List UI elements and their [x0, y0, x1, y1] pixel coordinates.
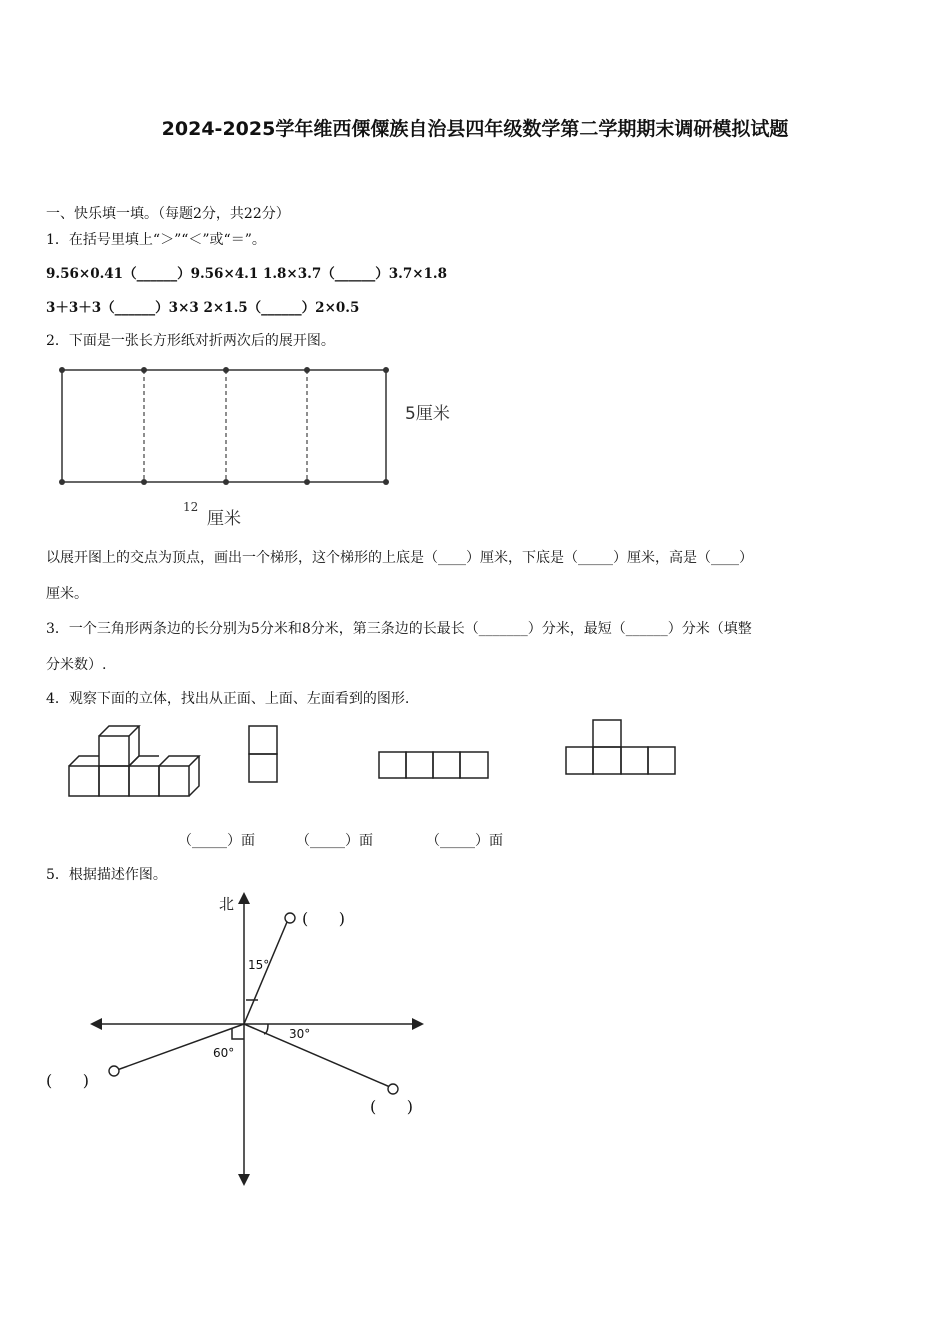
question-1-line-1: 9.56×0.41（______）9.56×4.1 1.8×3.7（______）3.7×1.8 — [46, 266, 448, 282]
view-blank-3: （_____）面 — [426, 833, 503, 849]
arc-30 — [264, 1024, 268, 1034]
view-blank-2: （_____）面 — [296, 833, 373, 849]
arrow-heads — [90, 892, 424, 1186]
arc-60 — [232, 1028, 244, 1039]
question-2-text-2: 厘米。 — [46, 586, 88, 602]
answer-blank-a: ( ) — [302, 909, 345, 928]
paper-rectangle — [62, 370, 386, 482]
question-2-prompt: 2．下面是一张长方形纸对折两次后的展开图。 — [46, 333, 335, 349]
question-3-text-2: 分米数）. — [46, 657, 107, 673]
question-2-text-1: 以展开图上的交点为顶点，画出一个梯形，这个梯形的上底是（____）厘米，下底是（_____）厘米，高是（____） — [46, 550, 753, 566]
view-b — [379, 752, 488, 778]
answer-blank-b: ( ) — [370, 1097, 413, 1116]
question-3-text-1: 3．一个三角形两条边的长分别为5分米和8分米，第三条边的长最长（_______）分米，最短（______）分米（填整 — [46, 621, 752, 637]
question-1-prompt: 1．在括号里填上“＞”“＜”或“＝”。 — [46, 232, 266, 248]
height-label: 5厘米 — [405, 404, 450, 424]
ray-30 — [244, 1024, 390, 1087]
cube-solid — [69, 726, 199, 796]
question-1-line-2: 3＋3＋3（______）3×3 2×1.5（______）2×0.5 — [46, 300, 360, 316]
intersection-points — [59, 367, 389, 485]
view-a — [249, 726, 277, 782]
page-title: 2024-2025学年维西傈僳族自治县四年级数学第二学期期末调研模拟试题 — [161, 118, 789, 140]
question-5-prompt: 5．根据描述作图。 — [46, 867, 167, 883]
angle-label-30: 30° — [289, 1027, 311, 1041]
section-heading: 一、快乐填一填。（每题2分，共22分） — [46, 206, 290, 222]
question-4-prompt: 4．观察下面的立体，找出从正面、上面、左面看到的图形. — [46, 691, 410, 707]
angle-label-60: 60° — [213, 1046, 235, 1060]
answer-blank-c: ( ) — [46, 1071, 89, 1090]
endpoint-circles — [109, 913, 398, 1094]
angle-label-15: 15° — [248, 958, 270, 972]
width-label-number: 12 — [183, 500, 199, 514]
width-label-unit: 厘米 — [207, 509, 241, 529]
view-c — [566, 720, 675, 774]
ray-15 — [244, 922, 287, 1024]
view-blank-1: （_____）面 — [178, 833, 255, 849]
north-label: 北 — [219, 895, 235, 913]
